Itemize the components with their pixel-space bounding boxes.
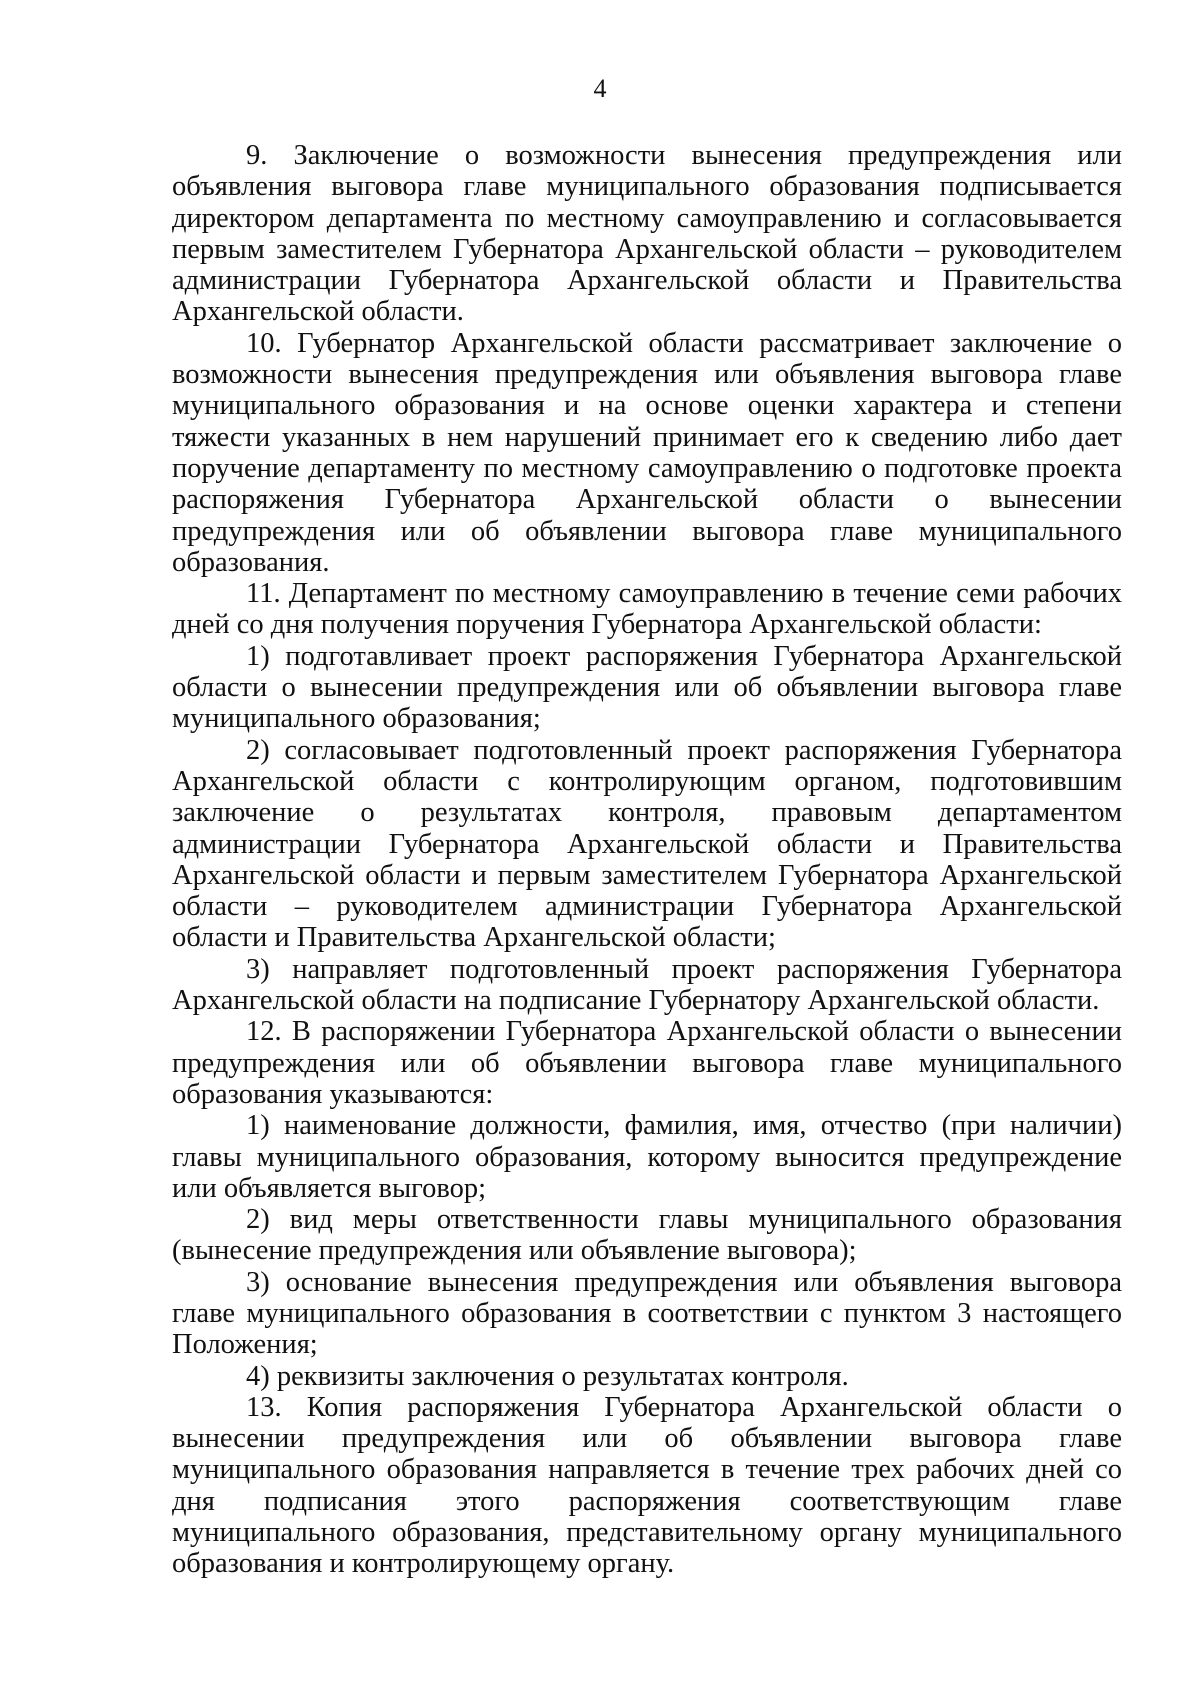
- list-item-11-1: 1) подготавливает проект распоряжения Губернатора Архангельской области о вынесении предупреждения или об объявлении выговора главе муниципального образования;: [172, 640, 1122, 735]
- list-item-12-2: 2) вид меры ответственности главы муниципального образования (вынесение предупреждения или объявление выговора);: [172, 1204, 1122, 1267]
- paragraph-10: 10. Губернатор Архангельской области рассматривает заключение о возможности вынесения предупреждения или объявления выговора главе муниципального образования и на основе оценки характера и степени тяжести указанных в нем нарушений принимает его к сведению либо дает поручение департаменту по местному самоуправлению о подготовке проекта распоряжения Губернатора Архангельской области о вынесении предупреждения или об объявлении выговора главе муниципального образования.: [172, 327, 1122, 578]
- list-item-12-3: 3) основание вынесения предупреждения или объявления выговора главе муниципального образования в соответствии с пунктом 3 настоящего Положения;: [172, 1266, 1122, 1361]
- page-number: 4: [593, 74, 607, 103]
- list-item-12-4: 4) реквизиты заключения о результатах контроля.: [246, 1360, 849, 1392]
- list-item-11-2: 2) согласовывает подготовленный проект распоряжения Губернатора Архангельской области с контролирующим органом, подготовившим заключение о результатах контроля, правовым департаментом администрации Губернатора Архангельской области и Правительства Архангельской области и первым заместителем Губернатора Архангельской области – руководителем администрации Губернатора Архангельской области и Правительства Архангельской области;: [172, 734, 1122, 954]
- document-body: [172, 140, 1122, 1580]
- paragraph-11: 11. Департамент по местному самоуправлению в течение семи рабочих дней со дня получения поручения Губернатора Архангельской области:: [172, 578, 1122, 641]
- list-item-12-1: 1) наименование должности, фамилия, имя, отчество (при наличии) главы муниципального образования, которому выносится предупреждение или объявляется выговор;: [172, 1110, 1122, 1204]
- paragraph-12: 12. В распоряжении Губернатора Архангельской области о вынесении предупреждения или об объявлении выговора главе муниципального образования указываются:: [172, 1016, 1122, 1110]
- paragraph-13: 13. Копия распоряжения Губернатора Архангельской области о вынесении предупреждения или об объявлении выговора главе муниципального образования направляется в течение трех рабочих дней со дня подписания этого распоряжения соответствующим главе муниципального образования, представительному органу муниципального образования и контролирующему органу.: [172, 1391, 1122, 1580]
- list-item-11-3: 3) направляет подготовленный проект распоряжения Губернатора Архангельской области на подписание Губернатору Архангельской области.: [172, 953, 1122, 1017]
- paragraph-9: 9. Заключение о возможности вынесения предупреждения или объявления выговора главе муниципального образования подписывается директором департамента по местному самоуправлению и согласовывается первым заместителем Губернатора Архангельской области – руководителем администрации Губернатора Архангельской области и Правительства Архангельской области.: [172, 140, 1122, 328]
